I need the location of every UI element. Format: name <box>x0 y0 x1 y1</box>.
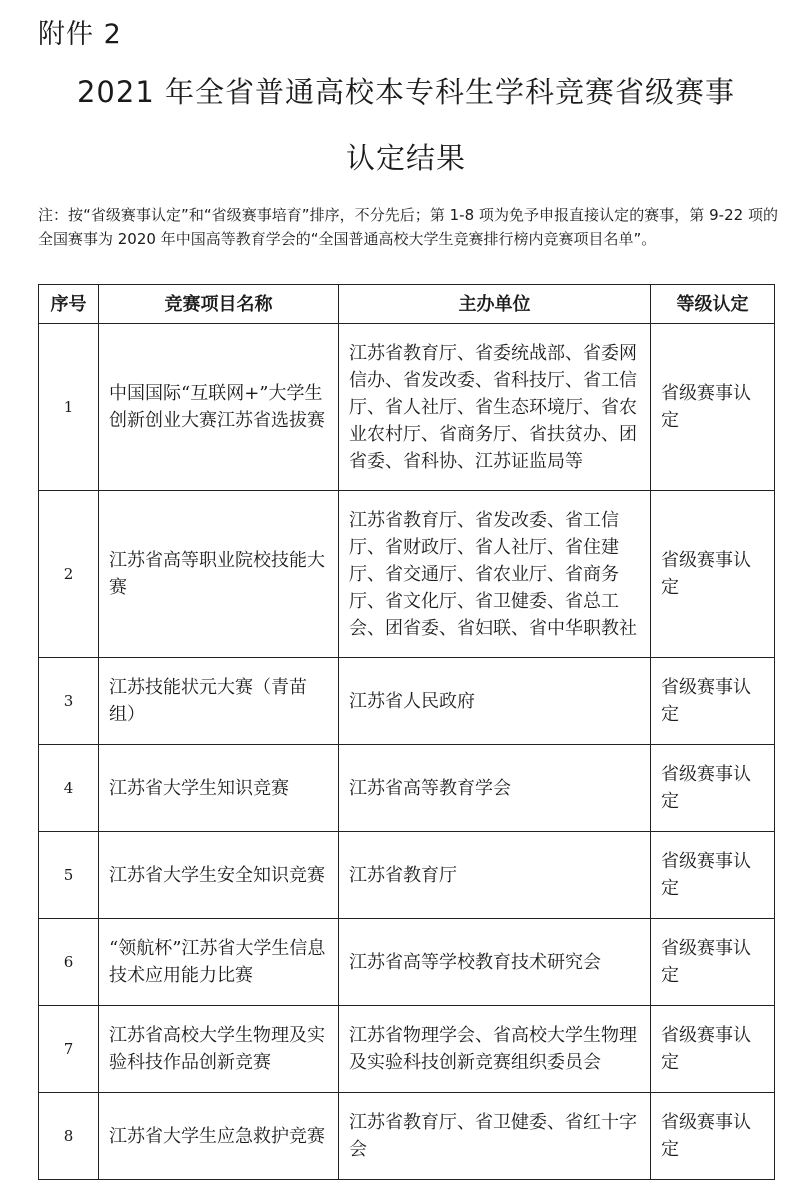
row-name: 江苏省高校大学生物理及实验科技作品创新竞赛 <box>99 1006 339 1093</box>
row-organizer: 江苏省高等学校教育技术研究会 <box>339 919 651 1006</box>
row-organizer: 江苏省高等教育学会 <box>339 745 651 832</box>
row-index: 5 <box>39 832 99 919</box>
table-row <box>39 1006 775 1093</box>
row-organizer: 江苏省教育厅 <box>339 832 651 919</box>
row-level: 省级赛事认定 <box>651 1006 775 1093</box>
row-index: 3 <box>39 658 99 745</box>
attachment-label: 附件 2 <box>38 19 122 50</box>
note-paragraph: 注：按“省级赛事认定”和“省级赛事培育”排序，不分先后；第 1-8 项为免予申报直接认定的赛事，第 9-22 项的全国赛事为 2020 年中国高等教育学会的“全国普通高校大学生竞赛排行榜内竞赛项目名单”。 <box>38 206 778 248</box>
header-index: 序号 <box>39 285 99 324</box>
table-header-row <box>39 285 775 324</box>
table-row <box>39 745 775 832</box>
table-row <box>39 832 775 919</box>
row-index: 8 <box>39 1093 99 1180</box>
row-index: 7 <box>39 1006 99 1093</box>
header-level: 等级认定 <box>651 285 775 324</box>
row-index: 1 <box>39 324 99 491</box>
header-organizer: 主办单位 <box>339 285 651 324</box>
row-organizer: 江苏省教育厅、省委统战部、省委网信办、省发改委、省科技厅、省工信厅、省人社厅、省生态环境厅、省农业农村厅、省商务厅、省扶贫办、团省委、省科协、江苏证监局等 <box>339 324 651 491</box>
table-row <box>39 491 775 658</box>
row-level: 省级赛事认定 <box>651 1093 775 1180</box>
row-name: 江苏省高等职业院校技能大赛 <box>99 491 339 658</box>
row-level: 省级赛事认定 <box>651 324 775 491</box>
row-index: 6 <box>39 919 99 1006</box>
row-index: 2 <box>39 491 99 658</box>
row-name: 江苏技能状元大赛（青苗组） <box>99 658 339 745</box>
row-level: 省级赛事认定 <box>651 919 775 1006</box>
document-title-line2: 认定结果 <box>345 141 466 175</box>
document-title-line1: 2021 年全省普通高校本专科生学科竞赛省级赛事 <box>76 75 736 109</box>
row-name: 江苏省大学生知识竞赛 <box>99 745 339 832</box>
row-organizer: 江苏省物理学会、省高校大学生物理及实验科技创新竞赛组织委员会 <box>339 1006 651 1093</box>
row-name: 江苏省大学生安全知识竞赛 <box>99 832 339 919</box>
row-level: 省级赛事认定 <box>651 745 775 832</box>
row-name: “领航杯”江苏省大学生信息技术应用能力比赛 <box>99 919 339 1006</box>
row-level: 省级赛事认定 <box>651 832 775 919</box>
table-row <box>39 1093 775 1180</box>
row-level: 省级赛事认定 <box>651 658 775 745</box>
row-name: 中国国际“互联网+”大学生创新创业大赛江苏省选拔赛 <box>99 324 339 491</box>
row-organizer: 江苏省教育厅、省发改委、省工信厅、省财政厅、省人社厅、省住建厅、省交通厅、省农业厅、省商务厅、省文化厅、省卫健委、省总工会、团省委、省妇联、省中华职教社 <box>339 491 651 658</box>
row-name: 江苏省大学生应急救护竞赛 <box>99 1093 339 1180</box>
header-name: 竞赛项目名称 <box>99 285 339 324</box>
table-row <box>39 324 775 491</box>
row-organizer: 江苏省教育厅、省卫健委、省红十字会 <box>339 1093 651 1180</box>
row-index: 4 <box>39 745 99 832</box>
results-table <box>38 284 775 1180</box>
row-organizer: 江苏省人民政府 <box>339 658 651 745</box>
table-row <box>39 919 775 1006</box>
row-level: 省级赛事认定 <box>651 491 775 658</box>
table-row <box>39 658 775 745</box>
